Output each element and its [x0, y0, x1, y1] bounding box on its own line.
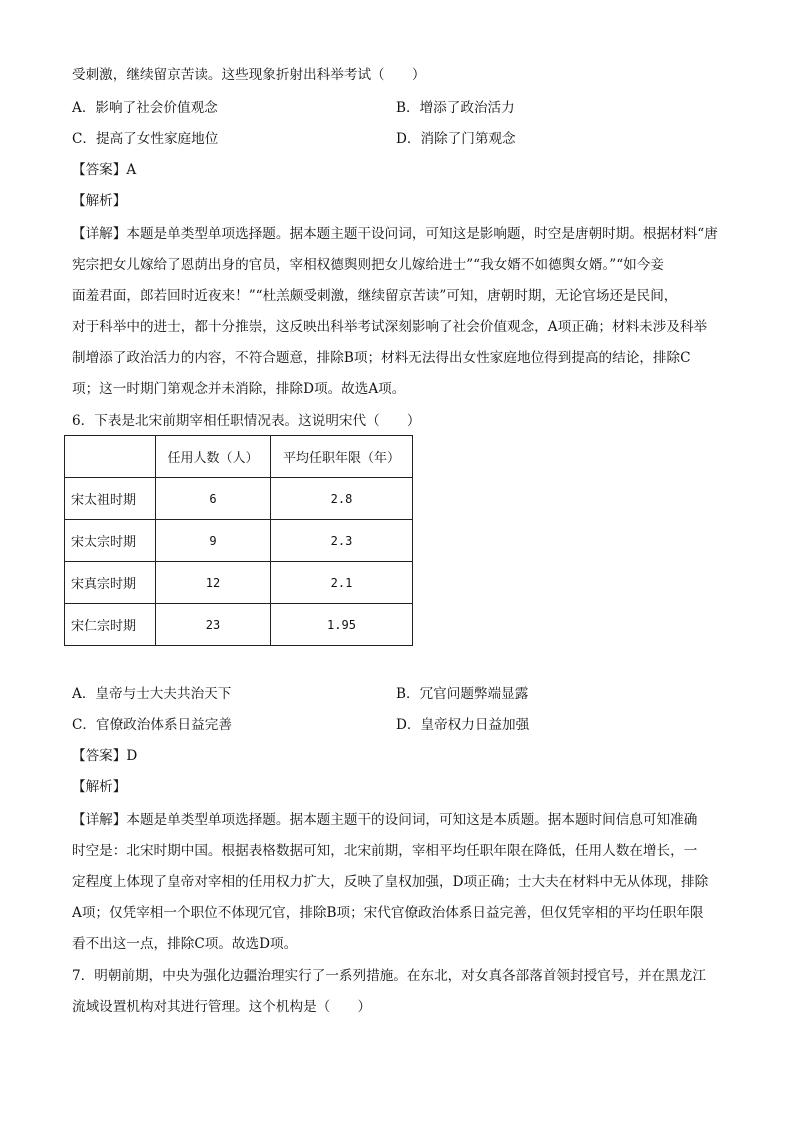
- table-header-cell: 平均任职年限（年）: [271, 436, 413, 478]
- q5-explanation-line-6: 项；这一时期门第观念并未消除，排除D项。故选A项。: [72, 381, 406, 397]
- q6-explanation-line-4: A项；仅凭宰相一个职位不体现冗官，排除B项；宋代官僚政治体系日益完善，但仅凭宰相的平均任职年限: [72, 905, 704, 921]
- table-cell-count: 23: [156, 604, 271, 646]
- q5-explanation-line-3: 面羞君面，郎若回时近夜来！”“杜羔颇受刺激，继续留京苦读”可知，唐朝时期，无论官场还是民间，: [72, 288, 678, 304]
- q5-analysis-label: 【解析】: [72, 193, 127, 209]
- q6-explanation-line-5: 看不出这一点，排除C项。故选D项。: [72, 936, 298, 952]
- q5-option-c: C．提高了女性家庭地位: [72, 131, 219, 147]
- table-cell-period: 宋真宗时期: [65, 562, 156, 604]
- q6-explanation-line-2: 时空是：北宋时期中国。根据表格数据可知，北宋前期，宰相平均任职年限在降低，任用人数在增长，一: [72, 843, 698, 859]
- q5-answer: 【答案】A: [72, 162, 137, 178]
- q5-option-a: A．影响了社会价值观念: [72, 100, 218, 116]
- table-header-cell: [65, 436, 156, 478]
- q6-answer: 【答案】D: [72, 748, 138, 764]
- table-row: [65, 478, 413, 520]
- table-header-cell: 任用人数（人）: [156, 436, 271, 478]
- table-cell-years: 2.1: [271, 562, 413, 604]
- q5-explanation-line-1: 【详解】本题是单类型单项选择题。据本题主题干设问词，可知这是影响题，时空是唐朝时期。根据材料“唐: [72, 226, 718, 242]
- q6-explanation-line-1: 【详解】本题是单类型单项选择题。据本题主题干的设问词，可知这是本质题。据本题时间信息可知准确: [72, 812, 698, 828]
- table-cell-years: 2.8: [271, 478, 413, 520]
- q5-option-d: D．消除了门第观念: [396, 131, 516, 147]
- q5-stem: 受刺激，继续留京苦读。这些现象折射出科举考试（ ）: [72, 67, 426, 83]
- table-row: [65, 562, 413, 604]
- q6-option-c: C．官僚政治体系日益完善: [72, 717, 232, 733]
- table-cell-count: 12: [156, 562, 271, 604]
- table-cell-years: 2.3: [271, 520, 413, 562]
- table-cell-count: 6: [156, 478, 271, 520]
- q6-option-a: A．皇帝与士大夫共治天下: [72, 686, 232, 702]
- q5-explanation-line-2: 宪宗把女儿嫁给了恩荫出身的官员，宰相权德舆则把女儿嫁给进士”“我女婿不如德舆女婿。”“如今妾: [72, 257, 664, 273]
- q6-stem: 6．下表是北宋前期宰相任职情况表。这说明宋代（ ）: [72, 413, 421, 429]
- table-cell-period: 宋仁宗时期: [65, 604, 156, 646]
- q6-analysis-label: 【解析】: [72, 779, 127, 795]
- table-header-row: [65, 436, 413, 478]
- table-row: [65, 604, 413, 646]
- table-cell-period: 宋太宗时期: [65, 520, 156, 562]
- q6-option-d: D．皇帝权力日益加强: [396, 717, 530, 733]
- table-cell-years: 1.95: [271, 604, 413, 646]
- q6-option-b: B．冗官问题弊端显露: [396, 686, 529, 702]
- q7-stem-line-2: 流域设置机构对其进行管理。这个机构是（ ）: [72, 999, 372, 1015]
- table-cell-count: 9: [156, 520, 271, 562]
- q5-explanation-line-4: 对于科举中的进士，都十分推崇，这反映出科举考试深刻影响了社会价值观念，A项正确；材料未涉及科举: [72, 319, 708, 335]
- table-row: [65, 520, 413, 562]
- q5-explanation-line-5: 制增添了政治活力的内容，不符合题意，排除B项；材料无法得出女性家庭地位得到提高的结论，排除C: [72, 350, 691, 366]
- q6-explanation-line-3: 定程度上体现了皇帝对宰相的任用权力扩大，反映了皇权加强，D项正确；士大夫在材料中无从体现，排除: [72, 874, 709, 890]
- q6-data-table: [64, 435, 413, 646]
- q5-option-b: B．增添了政治活力: [396, 100, 515, 116]
- table-cell-period: 宋太祖时期: [65, 478, 156, 520]
- q7-stem-line-1: 7．明朝前期，中央为强化边疆治理实行了一系列措施。在东北，对女真各部落首领封授官号，并在黑龙江: [72, 968, 706, 984]
